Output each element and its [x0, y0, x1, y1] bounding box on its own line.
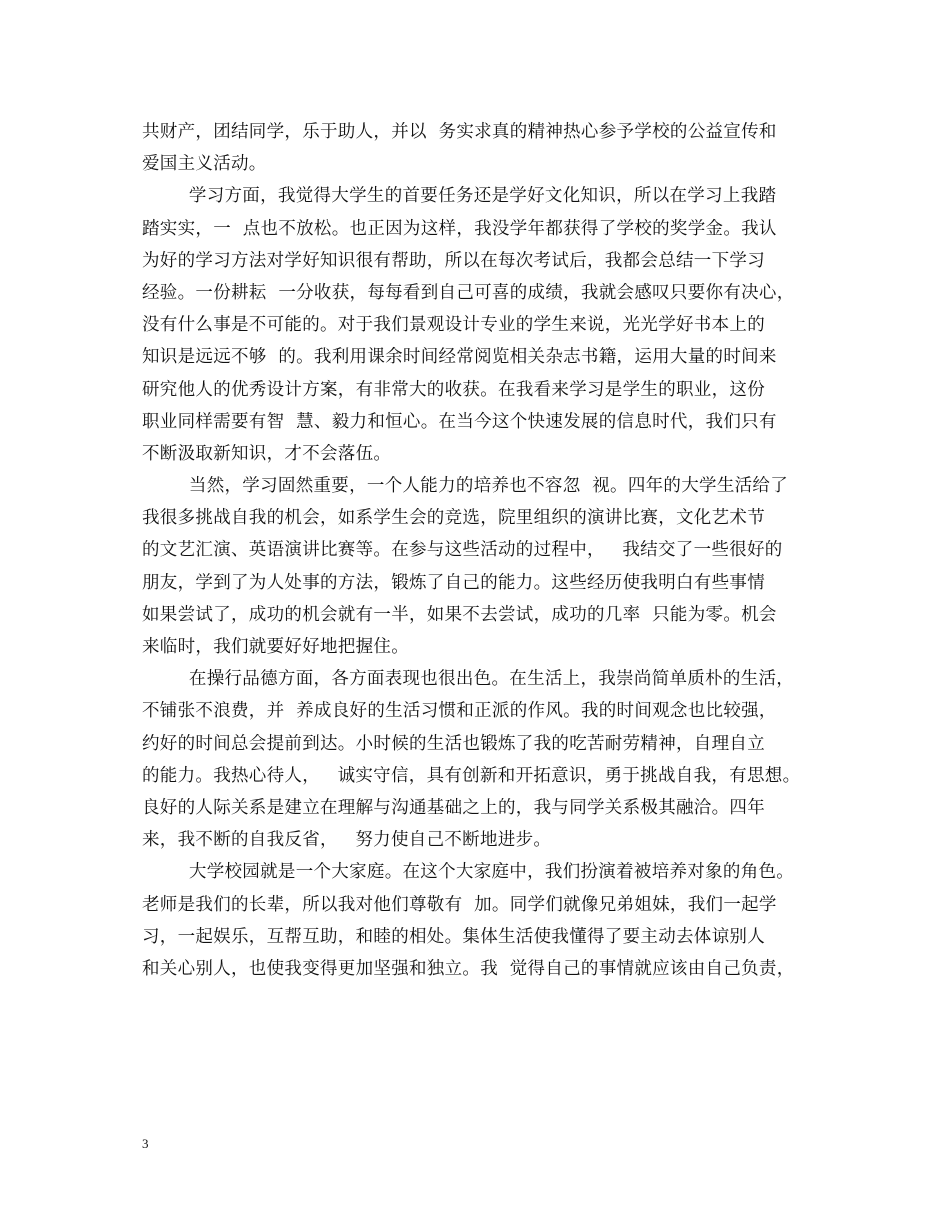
text-line: 知识是远远不够 的。我利用课余时间经常阅览相关杂志书籍，运用大量的时间来 [142, 347, 777, 368]
text-line: 和关心别人，也使我变得更加坚强和独立。我 觉得自己的事情就应该由自己负责， [142, 958, 795, 979]
text-line: 来临时，我们就要好好地把握住。 [142, 637, 409, 657]
text-line: 为好的学习方法对学好知识很有帮助，所以在每次考试后，我都会总结一下学习 [142, 250, 765, 271]
text-line: 经验。一份耕耘 一分收获，每每看到自己可喜的成绩，我就会感叹只要你有决心， [142, 282, 795, 303]
text-line: 共财产，团结同学，乐于助人，并以 务实求真的精神热心参予学校的公益宣传和 [142, 122, 777, 142]
text-line: 在操行品德方面，各方面表现也很出色。在生活上，我崇尚简单质朴的生活， [142, 669, 795, 690]
text-line: 学习方面，我觉得大学生的首要任务还是学好文化知识，所以在学习上我踏 [142, 186, 777, 207]
text-line: 研究他人的优秀设计方案，有非常大的收获。在我看来学习是学生的职业，这份 [142, 379, 765, 400]
text-line: 爱国主义活动。 [142, 154, 267, 175]
body-text [142, 116, 822, 985]
text-line: 朋友，学到了为人处事的方法，锻炼了自己的能力。这些经历使我明白有些事情 [142, 572, 765, 593]
text-line: 的能力。我热心待人， 诚实守信，具有创新和开拓意识，勇于挑战自我，有思想。 [142, 765, 801, 786]
page-number: 3 [142, 1136, 149, 1151]
text-line: 我很多挑战自我的机会，如系学生会的竞选，院里组织的演讲比赛，文化艺术节 [142, 508, 765, 529]
text-line: 良好的人际关系是建立在理解与沟通基础之上的，我与同学关系极其融洽。四年 [142, 797, 765, 818]
text-line: 踏实实，一 点也不放松。也正因为这样，我没学年都获得了学校的奖学金。我认 [142, 218, 777, 239]
text-line: 当然，学习固然重要，一个人能力的培养也不容忽 视。四年的大学生活给了 [142, 476, 789, 497]
text-line: 如果尝试了，成功的机会就有一半，如果不去尝试，成功的几率 只能为零。机会 [142, 604, 777, 625]
text-line: 老师是我们的长辈，所以我对他们尊敬有 加。同学们就像兄弟姐妹，我们一起学 [142, 894, 777, 915]
text-line: 不断汲取新知识，才不会落伍。 [142, 443, 392, 464]
text-line: 职业同样需要有智 慧、毅力和恒心。在当今这个快速发展的信息时代，我们只有 [142, 411, 777, 432]
text-line: 大学校园就是一个大家庭。在这个大家庭中，我们扮演着被培养对象的角色。 [142, 862, 795, 883]
text-line: 不铺张不浪费，并 养成良好的生活习惯和正派的作风。我的时间观念也比较强， [142, 701, 777, 722]
text-line: 没有什么事是不可能的。对于我们景观设计专业的学生来说，光光学好书本上的 [142, 315, 765, 336]
text-line: 的文艺汇演、英语演讲比赛等。在参与这些活动的过程中， 我结交了一些很好的 [142, 540, 783, 561]
text-line: 来，我不断的自我反省， 努力使自己不断地进步。 [142, 830, 552, 851]
text-line: 习，一起娱乐，互帮互助，和睦的相处。集体生活使我懂得了要主动去体谅别人 [142, 926, 765, 947]
text-line: 约好的时间总会提前到达。小时候的生活也锻炼了我的吃苦耐劳精神，自理自立 [142, 733, 765, 754]
